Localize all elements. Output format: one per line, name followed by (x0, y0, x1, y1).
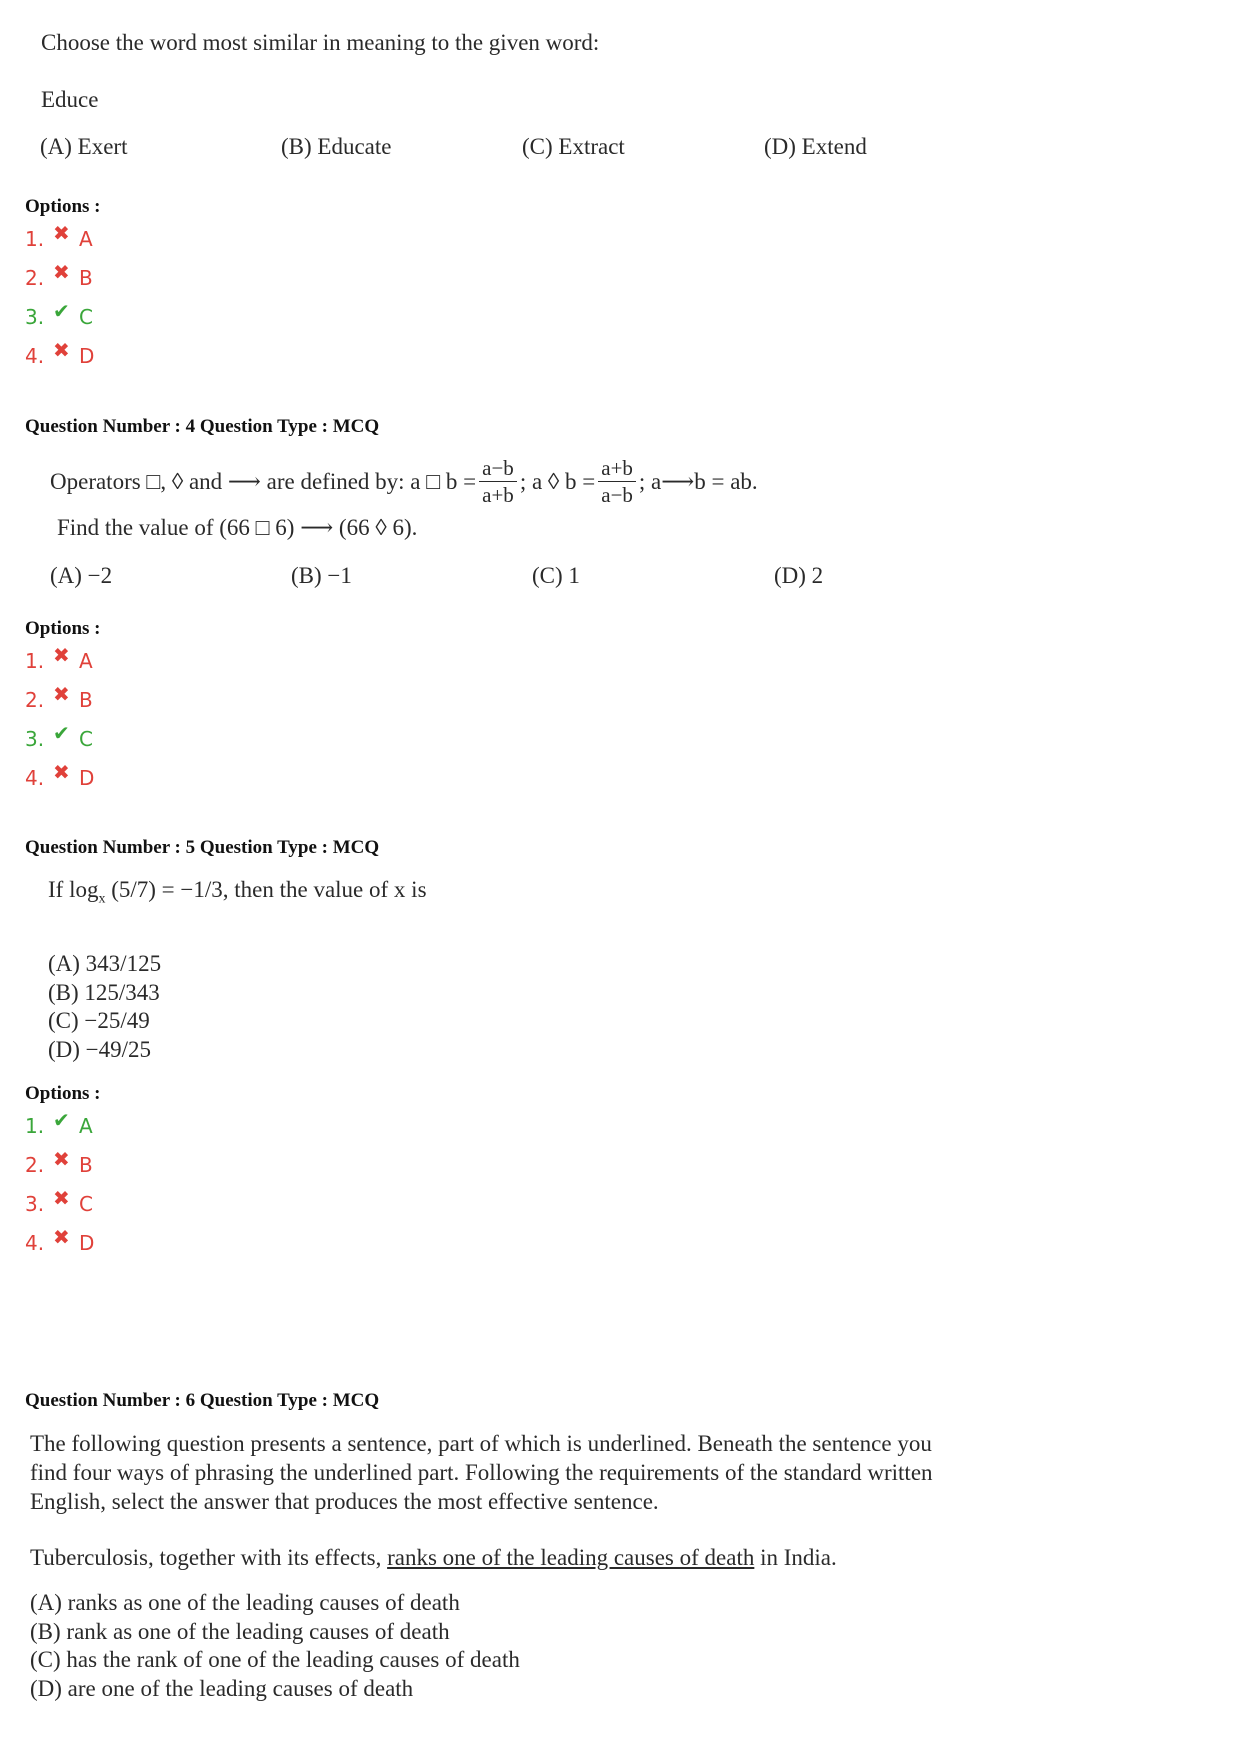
cross-icon: ✖ (53, 221, 70, 245)
option-number: 4. (25, 1231, 45, 1255)
option-number: 3. (25, 727, 45, 751)
cross-icon: ✖ (53, 760, 70, 784)
q3-choice-a: (A) Exert (40, 134, 128, 159)
cross-icon: ✖ (53, 643, 70, 667)
q4-choice-d: (D) 2 (774, 563, 824, 588)
option-letter: B (79, 688, 93, 712)
option-letter: A (79, 1114, 93, 1138)
cross-icon: ✖ (53, 682, 70, 706)
q4-stem-line1 (50, 455, 758, 509)
q4-options-list (25, 643, 95, 793)
q4-header: Question Number : 4 Question Type : MCQ (25, 416, 380, 437)
q4-stem-line2: Find the value of (66 □ 6) ⟶ (66 ◊ 6). (57, 515, 418, 540)
q5-choice-d: (D) −49/25 (48, 1036, 152, 1062)
q6-header: Question Number : 6 Question Type : MCQ (25, 1390, 380, 1411)
cross-icon: ✖ (53, 260, 70, 284)
q6-intro-line-3: English, select the answer that produces the most effective sentence. (30, 1489, 659, 1514)
q4-choice-c: (C) 1 (532, 563, 580, 588)
q5-option-4[interactable] (25, 1225, 95, 1258)
q4-option-3[interactable] (25, 721, 94, 754)
fraction-numerator: a+b (598, 455, 636, 482)
option-number: 4. (25, 766, 45, 790)
option-number: 2. (25, 688, 45, 712)
q5-stem-text-a: If log (48, 877, 99, 902)
q4-option-2[interactable] (25, 682, 94, 715)
q4-option-4[interactable] (25, 760, 95, 793)
q3-given-word: Educe (41, 87, 99, 112)
q5-log-base: x (98, 891, 106, 907)
q5-header: Question Number : 5 Question Type : MCQ (25, 837, 380, 858)
option-letter: A (79, 227, 93, 251)
q5-option-3[interactable] (25, 1186, 94, 1219)
q6-choice-b: (B) rank as one of the leading causes of death (30, 1618, 450, 1644)
q6-intro-line-1: The following question presents a sentence, part of which is underlined. Beneath the sentence you (30, 1431, 932, 1456)
check-icon: ✔ (53, 299, 70, 323)
check-icon: ✔ (53, 721, 70, 745)
q6-sentence-end: in India. (754, 1545, 837, 1570)
option-number: 2. (25, 1153, 45, 1177)
q5-option-1[interactable] (25, 1108, 94, 1141)
q4-stem-text-c: ; a⟶b = ab. (638, 468, 758, 494)
cross-icon: ✖ (53, 1225, 70, 1249)
option-number: 3. (25, 305, 45, 329)
q3-option-3[interactable] (25, 299, 94, 332)
q4-choice-a: (A) −2 (50, 563, 113, 588)
q4-options-label: Options : (25, 618, 101, 639)
q5-option-2[interactable] (25, 1147, 94, 1180)
q6-sentence-start: Tuberculosis, together with its effects, (30, 1545, 388, 1570)
q6-underlined-part: ranks one of the leading causes of death (387, 1545, 755, 1570)
fraction-denominator: a−b (601, 483, 633, 508)
q6-choice-d: (D) are one of the leading causes of death (30, 1675, 414, 1701)
option-letter: B (79, 1153, 93, 1177)
cross-icon: ✖ (53, 1147, 70, 1171)
option-letter: C (79, 727, 93, 751)
q3-choice-c: (C) Extract (522, 134, 625, 159)
q4-option-1[interactable] (25, 643, 94, 676)
q4-choice-b: (B) −1 (291, 563, 352, 588)
option-letter: D (79, 1231, 95, 1255)
option-number: 1. (25, 649, 45, 673)
q3-option-4[interactable] (25, 338, 95, 371)
q3-choice-b: (B) Educate (281, 134, 392, 159)
q5-options-label: Options : (25, 1083, 101, 1104)
q4-fraction-2 (598, 455, 636, 509)
option-number: 4. (25, 344, 45, 368)
q3-option-1[interactable] (25, 221, 94, 254)
q5-stem-text-b: (5/7) = −1/3, then the value of x is (105, 877, 427, 902)
q3-options-label: Options : (25, 196, 101, 217)
q5-stem (48, 877, 427, 908)
q3-choice-d: (D) Extend (764, 134, 867, 159)
fraction-numerator: a−b (479, 455, 517, 482)
option-letter: C (79, 1192, 93, 1216)
q5-choice-c: (C) −25/49 (48, 1008, 150, 1033)
q5-choice-b: (B) 125/343 (48, 979, 160, 1005)
q6-intro-line-2: find four ways of phrasing the underlined part. Following the requirements of the standard written (30, 1460, 933, 1485)
option-number: 1. (25, 1114, 45, 1138)
q6-sentence (30, 1543, 837, 1572)
option-number: 2. (25, 266, 45, 290)
option-letter: D (79, 766, 95, 790)
option-number: 1. (25, 227, 45, 251)
option-letter: A (79, 649, 93, 673)
cross-icon: ✖ (53, 338, 70, 362)
q5-options-list (25, 1108, 95, 1258)
q4-stem-text-b: ; a ◊ b = (519, 468, 596, 494)
option-letter: C (79, 305, 93, 329)
option-letter: D (79, 344, 95, 368)
cross-icon: ✖ (53, 1186, 70, 1210)
fraction-denominator: a+b (482, 483, 514, 508)
q6-choice-c: (C) has the rank of one of the leading causes of death (30, 1647, 520, 1672)
q3-options-list (25, 221, 95, 371)
q6-intro (30, 1429, 933, 1516)
check-icon: ✔ (53, 1108, 70, 1132)
q3-prompt: Choose the word most similar in meaning to the given word: (41, 30, 600, 55)
option-letter: B (79, 266, 93, 290)
q5-choice-a: (A) 343/125 (48, 951, 162, 976)
q5-choices (48, 950, 161, 1064)
q3-option-2[interactable] (25, 260, 94, 293)
q4-stem-text-a: Operators □, ◊ and ⟶ are defined by: a □ b = (50, 468, 477, 494)
q6-choices (30, 1589, 520, 1703)
q6-choice-a: (A) ranks as one of the leading causes of death (30, 1590, 460, 1615)
q4-fraction-1 (479, 455, 517, 509)
option-number: 3. (25, 1192, 45, 1216)
